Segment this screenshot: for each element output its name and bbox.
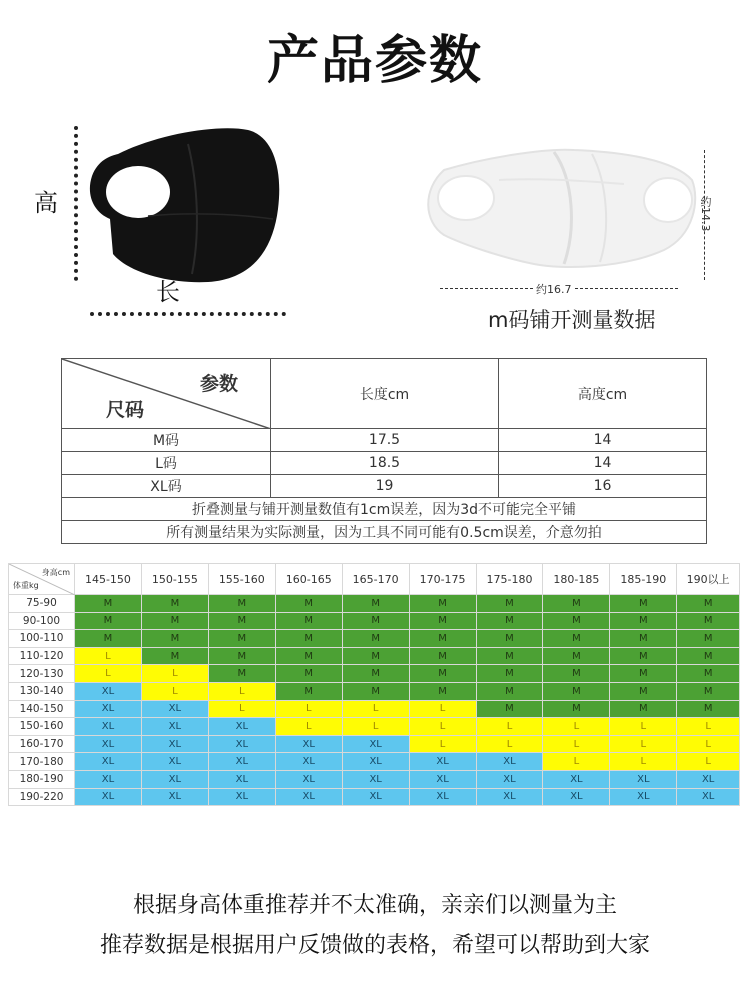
size-recommendation-cell: L (543, 753, 610, 771)
header-size-label: 尺码 (106, 399, 145, 421)
weight-row-header: 150-160 (9, 718, 75, 736)
weight-row-header: 190-220 (9, 788, 75, 806)
size-recommendation-cell: L (75, 647, 142, 665)
size-recommendation-cell: M (476, 612, 543, 630)
size-recommendation-cell: XL (141, 735, 208, 753)
size-recommendation-cell: M (543, 700, 610, 718)
size-recommendation-cell: M (275, 682, 342, 700)
size-recommendation-cell: M (275, 630, 342, 648)
height-label: 高 (34, 189, 58, 217)
size-recommendation-cell: M (342, 595, 409, 613)
size-cell: XL码 (62, 475, 271, 498)
size-recommendation-cell: M (677, 682, 740, 700)
chart-row (9, 700, 740, 718)
size-recommendation-cell: M (476, 647, 543, 665)
length-dotted-line (90, 312, 286, 316)
chart-row (9, 595, 740, 613)
size-recommendation-cell: XL (208, 718, 275, 736)
size-recommendation-cell: XL (75, 735, 142, 753)
size-recommendation-cell: M (610, 647, 677, 665)
size-recommendation-cell: M (610, 630, 677, 648)
chart-row (9, 630, 740, 648)
note-text: 所有测量结果为实际测量，因为工具不同可能有0.5cm误差，介意勿拍 (62, 521, 707, 544)
size-recommendation-cell: L (342, 718, 409, 736)
size-recommendation-cell: M (409, 647, 476, 665)
size-recommendation-cell: M (75, 612, 142, 630)
footer-line-2: 推荐数据是根据用户反馈做的表格，希望可以帮助到大家 (99, 933, 650, 958)
white-mask-image (424, 140, 700, 270)
size-recommendation-cell: L (208, 682, 275, 700)
size-recommendation-cell: M (141, 595, 208, 613)
weight-row-header: 140-150 (9, 700, 75, 718)
size-recommendation-cell: XL (208, 753, 275, 771)
size-recommendation-cell: XL (141, 718, 208, 736)
size-recommendation-cell: M (677, 612, 740, 630)
size-recommendation-cell: M (677, 630, 740, 648)
size-recommendation-cell: L (476, 735, 543, 753)
chart-header-row (9, 564, 740, 595)
header-length: 长度cm (271, 359, 499, 429)
size-recommendation-cell: L (141, 682, 208, 700)
size-recommendation-cell: XL (543, 770, 610, 788)
size-recommendation-cell: M (409, 630, 476, 648)
size-recommendation-cell: M (476, 595, 543, 613)
size-recommendation-cell: XL (409, 770, 476, 788)
chart-row (9, 753, 740, 771)
header-param-label: 参数 (199, 373, 238, 395)
weight-row-header: 100-110 (9, 630, 75, 648)
corner-height-label: 身高cm (41, 568, 70, 577)
table-row (62, 452, 707, 475)
weight-row-header: 75-90 (9, 595, 75, 613)
size-recommendation-cell: L (409, 718, 476, 736)
size-recommendation-cell: M (543, 647, 610, 665)
weight-row-header: 130-140 (9, 682, 75, 700)
size-recommendation-cell: M (342, 630, 409, 648)
size-recommendation-cell: XL (409, 788, 476, 806)
size-recommendation-cell: M (677, 665, 740, 683)
measurement-caption: m码铺开测量数据 (488, 308, 656, 332)
size-recommendation-cell: M (409, 682, 476, 700)
size-recommendation-cell: M (610, 612, 677, 630)
size-recommendation-cell: L (342, 700, 409, 718)
size-recommendation-cell: L (409, 735, 476, 753)
size-recommendation-cell: M (543, 665, 610, 683)
size-recommendation-cell: L (543, 718, 610, 736)
height-column-header: 180-185 (543, 564, 610, 595)
size-recommendation-cell: M (208, 647, 275, 665)
size-recommendation-cell: L (610, 753, 677, 771)
height-weight-size-chart (8, 563, 740, 806)
table-row (62, 475, 707, 498)
height-dimension-label: 约14.3 (699, 196, 712, 232)
size-recommendation-cell: L (275, 718, 342, 736)
size-recommendation-cell: M (543, 682, 610, 700)
size-recommendation-cell: XL (75, 682, 142, 700)
size-recommendation-cell: M (677, 595, 740, 613)
size-recommendation-cell: M (409, 595, 476, 613)
chart-row (9, 735, 740, 753)
height-column-header: 170-175 (409, 564, 476, 595)
size-recommendation-cell: XL (275, 753, 342, 771)
footer-line-1: 根据身高体重推荐并不太准确，亲亲们以测量为主 (132, 893, 617, 918)
size-recommendation-cell: XL (476, 753, 543, 771)
size-recommendation-cell: XL (543, 788, 610, 806)
size-recommendation-cell: M (677, 647, 740, 665)
size-recommendation-cell: XL (677, 788, 740, 806)
size-recommendation-cell: M (141, 630, 208, 648)
size-recommendation-cell: M (75, 595, 142, 613)
size-recommendation-cell: XL (75, 753, 142, 771)
size-recommendation-cell: XL (677, 770, 740, 788)
size-recommendation-cell: XL (275, 735, 342, 753)
corner-weight-label: 体重kg (13, 581, 39, 590)
size-recommendation-cell: L (677, 735, 740, 753)
chart-row (9, 647, 740, 665)
note-row (62, 521, 707, 544)
size-recommendation-cell: XL (75, 700, 142, 718)
height-cell: 14 (499, 429, 707, 452)
header-corner-cell (62, 359, 271, 429)
size-recommendation-cell: M (342, 647, 409, 665)
size-recommendation-cell: XL (476, 770, 543, 788)
size-recommendation-cell: L (677, 753, 740, 771)
size-recommendation-cell: M (208, 665, 275, 683)
size-recommendation-cell: M (610, 700, 677, 718)
size-recommendation-cell: M (543, 595, 610, 613)
table-header-row (62, 359, 707, 429)
size-recommendation-cell: L (476, 718, 543, 736)
size-recommendation-cell: XL (208, 735, 275, 753)
height-column-header: 150-155 (141, 564, 208, 595)
size-recommendation-cell: XL (75, 770, 142, 788)
length-cell: 18.5 (271, 452, 499, 475)
size-recommendation-cell: XL (208, 788, 275, 806)
size-recommendation-cell: M (610, 682, 677, 700)
size-recommendation-cell: M (275, 647, 342, 665)
size-recommendation-cell: M (677, 700, 740, 718)
weight-row-header: 110-120 (9, 647, 75, 665)
size-recommendation-cell: M (610, 665, 677, 683)
size-recommendation-cell: L (141, 665, 208, 683)
length-cell: 17.5 (271, 429, 499, 452)
size-cell: M码 (62, 429, 271, 452)
height-column-header: 145-150 (75, 564, 142, 595)
size-recommendation-cell: L (75, 665, 142, 683)
size-recommendation-cell: M (476, 665, 543, 683)
width-dimension-label: 约16.7 (533, 281, 575, 297)
height-column-header: 190以上 (677, 564, 740, 595)
size-recommendation-cell: L (543, 735, 610, 753)
height-dotted-line (74, 126, 78, 281)
size-recommendation-cell: XL (275, 770, 342, 788)
size-recommendation-cell: L (610, 718, 677, 736)
size-recommendation-cell: XL (75, 788, 142, 806)
size-recommendation-cell: M (476, 682, 543, 700)
size-recommendation-cell: M (342, 612, 409, 630)
length-cell: 19 (271, 475, 499, 498)
note-text: 折叠测量与铺开测量数值有1cm误差，因为3d不可能完全平铺 (62, 498, 707, 521)
chart-row (9, 682, 740, 700)
size-cell: L码 (62, 452, 271, 475)
size-recommendation-cell: XL (141, 788, 208, 806)
size-recommendation-cell: M (208, 630, 275, 648)
size-recommendation-cell: M (543, 612, 610, 630)
diagonal-divider (62, 359, 271, 429)
length-label: 长 (156, 278, 180, 306)
size-recommendation-cell: M (342, 665, 409, 683)
weight-row-header: 120-130 (9, 665, 75, 683)
size-recommendation-cell: XL (342, 735, 409, 753)
size-recommendation-cell: M (342, 682, 409, 700)
size-recommendation-cell: M (476, 630, 543, 648)
size-recommendation-cell: XL (75, 718, 142, 736)
chart-row (9, 788, 740, 806)
size-recommendation-cell: XL (610, 788, 677, 806)
size-recommendation-cell: M (275, 595, 342, 613)
chart-row (9, 665, 740, 683)
weight-row-header: 90-100 (9, 612, 75, 630)
size-recommendation-cell: M (208, 595, 275, 613)
size-recommendation-cell: L (409, 700, 476, 718)
size-recommendation-cell: M (208, 612, 275, 630)
height-column-header: 165-170 (342, 564, 409, 595)
chart-row (9, 718, 740, 736)
height-column-header: 175-180 (476, 564, 543, 595)
size-parameter-table (61, 358, 707, 544)
size-recommendation-cell: XL (275, 788, 342, 806)
size-recommendation-cell: M (275, 612, 342, 630)
size-recommendation-cell: L (677, 718, 740, 736)
height-column-header: 160-165 (275, 564, 342, 595)
size-recommendation-cell: L (275, 700, 342, 718)
size-recommendation-cell: XL (476, 788, 543, 806)
size-recommendation-cell: M (610, 595, 677, 613)
size-recommendation-cell: XL (141, 700, 208, 718)
size-recommendation-cell: M (141, 612, 208, 630)
size-recommendation-cell: XL (409, 753, 476, 771)
size-recommendation-cell: M (75, 630, 142, 648)
height-cell: 14 (499, 452, 707, 475)
header-height: 高度cm (499, 359, 707, 429)
size-recommendation-cell: M (409, 665, 476, 683)
size-recommendation-cell: XL (141, 770, 208, 788)
black-mask-image (88, 124, 284, 284)
size-recommendation-cell: XL (342, 770, 409, 788)
height-column-header: 155-160 (208, 564, 275, 595)
size-recommendation-cell: M (275, 665, 342, 683)
size-recommendation-cell: XL (208, 770, 275, 788)
size-recommendation-cell: L (208, 700, 275, 718)
page-title: 产品参数 (266, 31, 483, 91)
size-recommendation-cell: XL (141, 753, 208, 771)
note-row (62, 498, 707, 521)
size-recommendation-cell: M (476, 700, 543, 718)
size-recommendation-cell: L (610, 735, 677, 753)
size-recommendation-cell: XL (342, 753, 409, 771)
size-recommendation-cell: M (141, 647, 208, 665)
weight-row-header: 180-190 (9, 770, 75, 788)
chart-row (9, 612, 740, 630)
weight-row-header: 170-180 (9, 753, 75, 771)
weight-row-header: 160-170 (9, 735, 75, 753)
size-recommendation-cell: XL (610, 770, 677, 788)
size-recommendation-cell: M (409, 612, 476, 630)
size-recommendation-cell: XL (342, 788, 409, 806)
size-recommendation-cell: M (543, 630, 610, 648)
chart-corner-cell (9, 564, 75, 595)
height-cell: 16 (499, 475, 707, 498)
height-column-header: 185-190 (610, 564, 677, 595)
chart-row (9, 770, 740, 788)
table-row (62, 429, 707, 452)
